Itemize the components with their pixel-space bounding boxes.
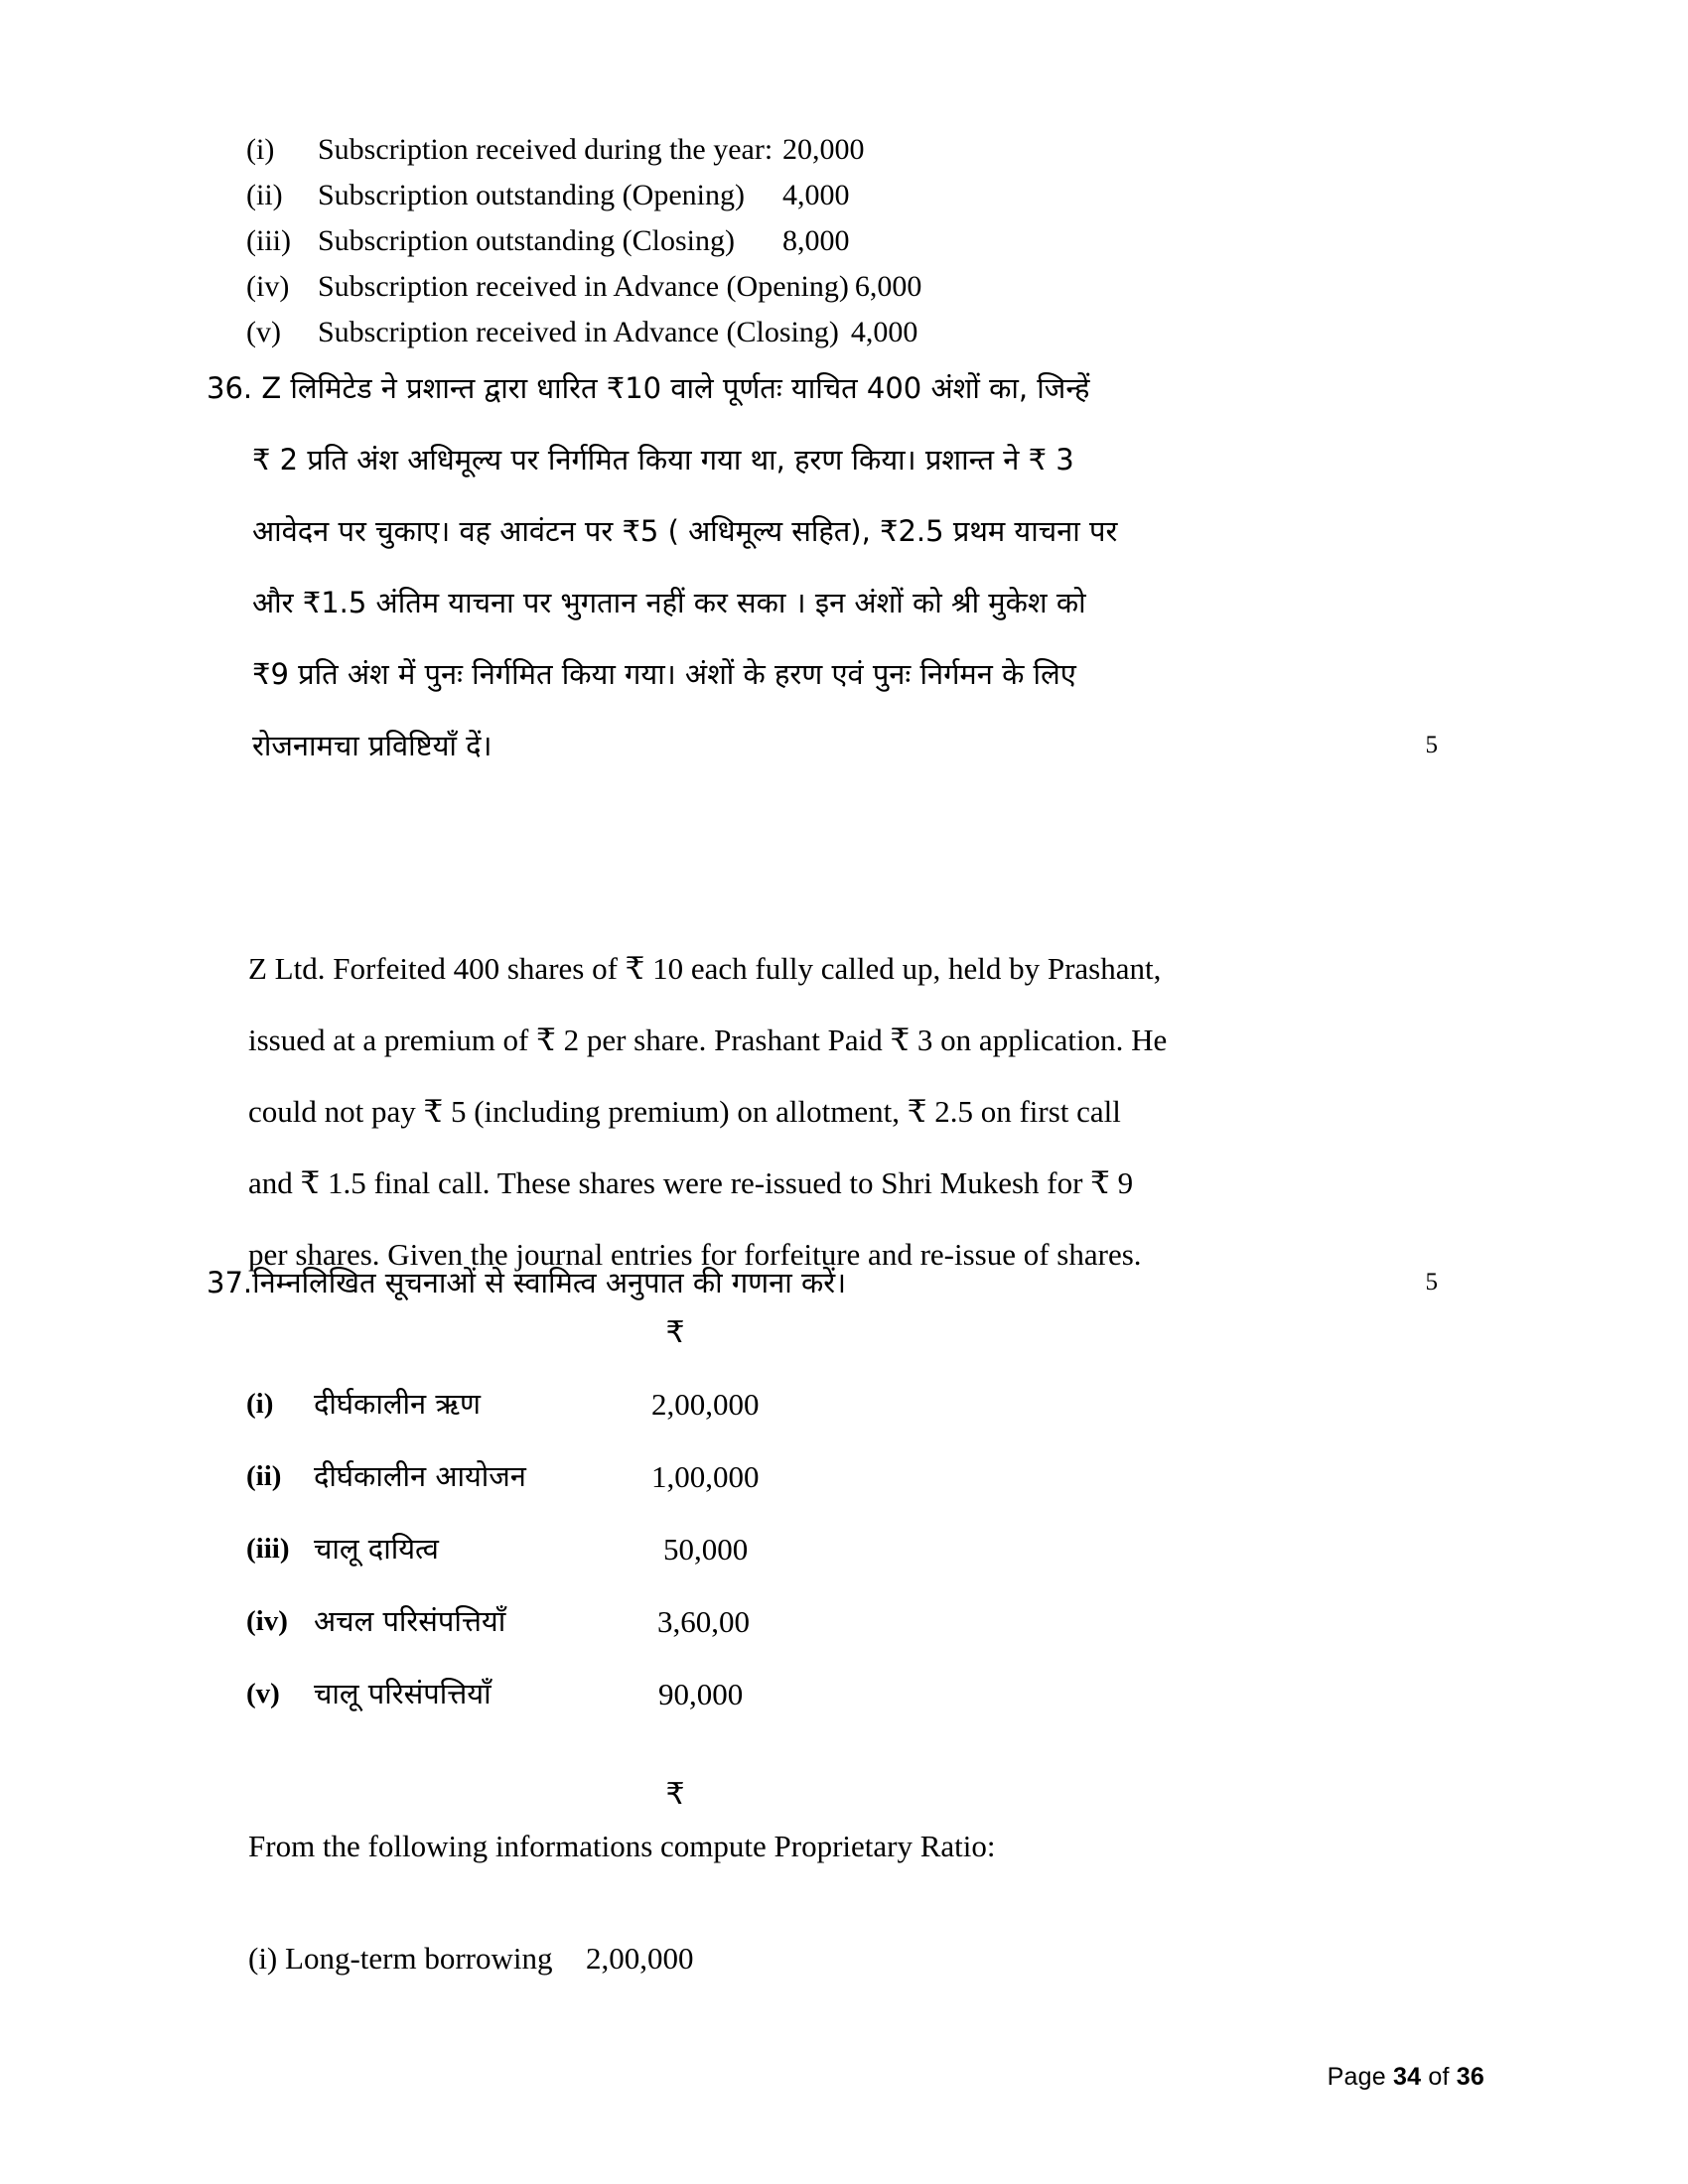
table-row — [246, 1368, 1338, 1440]
table-row — [246, 1440, 1338, 1513]
page-footer — [1328, 2063, 1484, 2092]
table-row — [246, 1658, 1338, 1730]
question-36-hindi-line: ₹ 2 प्रति अंश अधिमूल्य पर निर्गमित किया गया था, हरण किया। प्रशान्त ने ₹ 3 — [252, 443, 1074, 477]
list-item-numeral: (i) — [246, 133, 275, 166]
question-36-english-line: per shares. Given the journal entries for forfeiture and re-issue of shares. — [248, 1237, 1142, 1272]
list-item-amount: 4,000 — [850, 316, 918, 348]
list-item-amount: 20,000 — [782, 133, 865, 166]
question-36-english-line: Z Ltd. Forfeited 400 shares of ₹ 10 each fully called up, held by Prashant, — [248, 951, 1162, 986]
table-row-label: दीर्घकालीन आयोजन — [314, 1459, 526, 1493]
page-footer-total: 36 — [1456, 2063, 1484, 2091]
list-item-amount: 4,000 — [782, 179, 850, 211]
question-37-hindi — [207, 1253, 1438, 1312]
question-36-hindi-line: और ₹1.5 अंतिम याचना पर भुगतान नहीं कर सका । इन अंशों को श्री मुकेश को — [252, 586, 1086, 619]
page-footer-prefix: Page — [1327, 2063, 1394, 2091]
table-row-numeral: (iv) — [246, 1605, 288, 1637]
page-footer-middle: of — [1421, 2063, 1457, 2091]
list-item — [246, 127, 1418, 173]
list-item-numeral: (ii) — [246, 179, 283, 211]
table-row — [246, 1513, 1338, 1585]
table-row — [246, 1585, 1338, 1658]
table-row-english-amount: 2,00,000 — [586, 1941, 694, 1976]
question-36-hindi-line-last — [207, 710, 1438, 781]
list-item — [246, 310, 1418, 355]
table-row-english-text: Long-term borrowing — [285, 1941, 553, 1976]
page-footer-current: 34 — [1393, 2063, 1422, 2091]
list-item-label: Subscription received in Advance (Opening) — [318, 270, 849, 303]
currency-symbol-header-hindi: ₹ — [665, 1315, 685, 1350]
question-37-marks: 5 — [1425, 1269, 1438, 1296]
question-36-marks: 5 — [1425, 732, 1438, 758]
list-item-label: Subscription outstanding (Opening) — [318, 179, 745, 211]
list-item — [246, 218, 1418, 264]
list-item-numeral: (iii) — [246, 224, 291, 257]
table-row-label: अचल परिसंपत्तियाँ — [314, 1604, 506, 1638]
table-row-amount: 1,00,000 — [651, 1459, 760, 1494]
table-row-label: दीर्घकालीन ऋण — [314, 1387, 482, 1421]
question-36-hindi-line: ₹9 प्रति अंश में पुनः निर्गमित किया गया। अंशों के हरण एवं पुनः निर्गमन के लिए — [252, 657, 1076, 691]
question-37-english-prompt: From the following informations compute Proprietary Ratio: — [248, 1829, 996, 1863]
question-36-hindi-line: 36. Z लिमिटेड ने प्रशान्त द्वारा धारित ₹10 वाले पूर्णतः याचित 400 अंशों का, जिन्हें — [207, 371, 1090, 405]
table-row-amount: 50,000 — [663, 1532, 749, 1567]
table-row-label: चालू दायित्व — [314, 1532, 439, 1566]
question-36-hindi-line: आवेदन पर चुकाए। वह आवंटन पर ₹5 ( अधिमूल्य सहित), ₹2.5 प्रथम याचना पर — [252, 514, 1118, 548]
table-row-amount: 90,000 — [658, 1677, 744, 1711]
question-37-hindi-prompt: 37.निम्नलिखित सूचनाओं से स्वामित्व अनुपात की गणना करें। — [207, 1266, 847, 1299]
table-row-amount: 2,00,000 — [651, 1387, 760, 1422]
list-item-amount: 6,000 — [854, 270, 922, 303]
question-36-english-line: could not pay ₹ 5 (including premium) on allotment, ₹ 2.5 on first call — [248, 1094, 1121, 1129]
currency-symbol-header-english: ₹ — [665, 1777, 685, 1812]
table-row-amount: 3,60,00 — [657, 1604, 750, 1639]
list-item-amount: 8,000 — [782, 224, 850, 257]
list-item-numeral: (v) — [246, 316, 281, 348]
table-row-label: चालू परिसंपत्तियाँ — [314, 1677, 492, 1710]
list-item-label: Subscription received in Advance (Closing) — [318, 316, 839, 348]
list-item — [246, 264, 1418, 310]
proprietary-ratio-table-hindi — [246, 1368, 1338, 1730]
list-item-numeral: (iv) — [246, 270, 290, 303]
question-36-english — [248, 933, 1450, 1291]
question-36-english-line: and ₹ 1.5 final call. These shares were re-issued to Shri Mukesh for ₹ 9 — [248, 1165, 1134, 1200]
table-row-numeral: (iii) — [246, 1533, 290, 1565]
question-36-hindi — [207, 352, 1438, 781]
question-36-english-line: issued at a premium of ₹ 2 per share. Prashant Paid ₹ 3 on application. He — [248, 1023, 1168, 1057]
list-item-label: Subscription received during the year: — [318, 133, 774, 166]
table-row-english-numeral: (i) — [248, 1941, 278, 1976]
subscription-list — [246, 127, 1418, 355]
table-row-numeral: (ii) — [246, 1460, 282, 1492]
table-row-numeral: (v) — [246, 1678, 280, 1709]
question-36-hindi-text: रोजनामचा प्रविष्टियाँ दें। — [252, 729, 492, 762]
list-item-label: Subscription outstanding (Closing) — [318, 224, 735, 257]
list-item — [246, 173, 1418, 218]
table-row-english-label — [248, 1941, 552, 1977]
question-37-hindi-prompt-row — [207, 1253, 1438, 1312]
table-row-numeral: (i) — [246, 1388, 274, 1420]
